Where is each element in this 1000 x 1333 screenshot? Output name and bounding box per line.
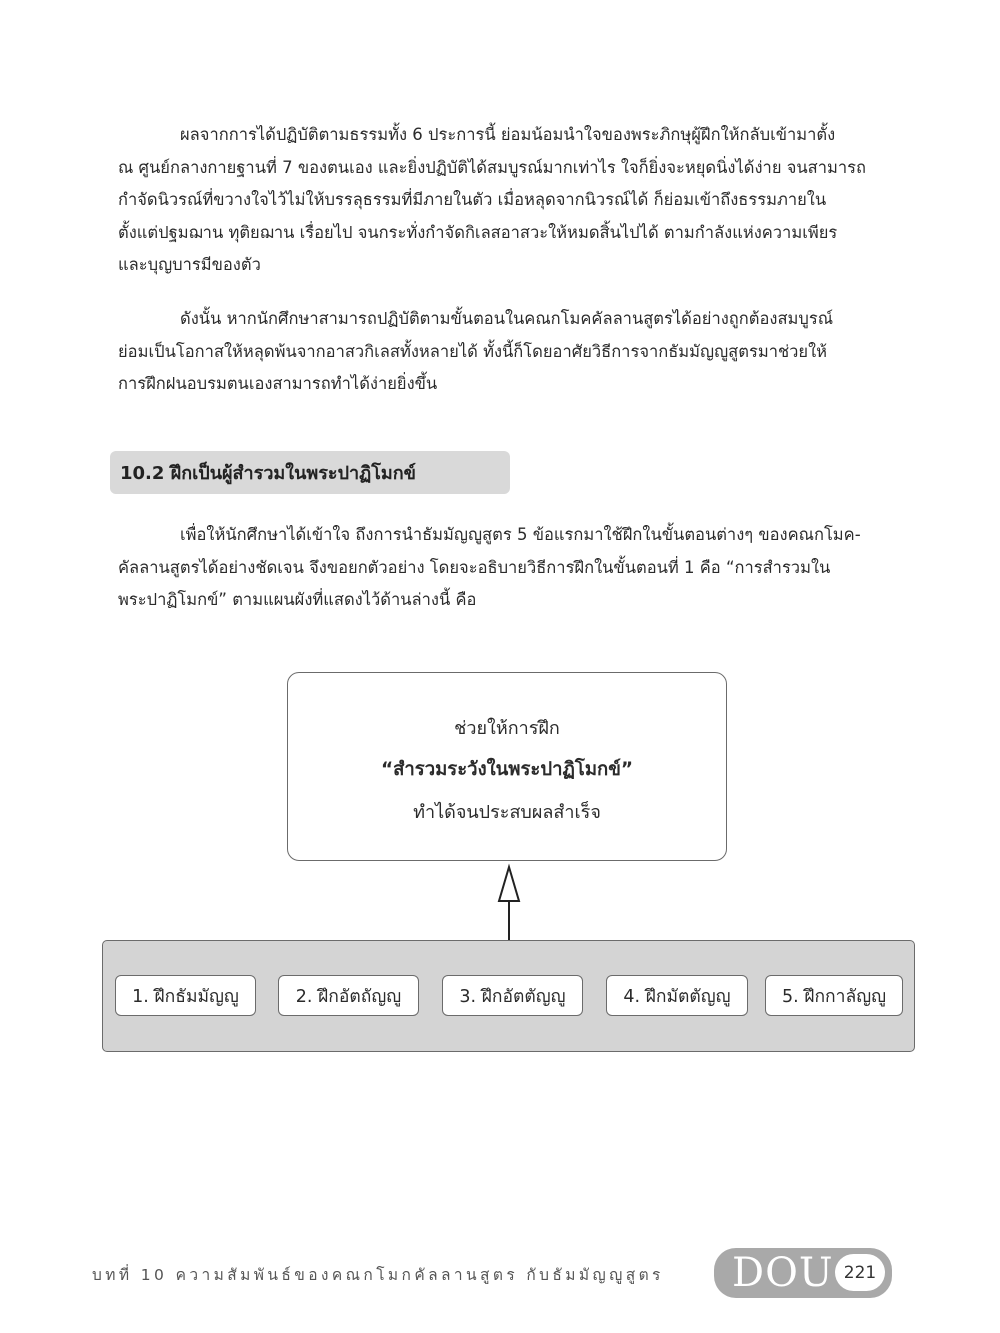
paragraph-line: ณ ศูนย์กลางกายฐานที่ 7 ของตนเอง และยิ่งปฏิบัติได้สมบูรณ์มากเท่าไร ใจก็ยิ่งจะหยุดนิ่งได้ง่าย จนสามารถ (118, 157, 867, 177)
paragraph-line: พระปาฏิโมกข์” ตามแผนผังที่แสดงไว้ด้านล่างนี้ คือ (118, 590, 477, 609)
up-arrow-icon (494, 863, 524, 943)
paragraph-line: และบุญบารมีของตัว (118, 255, 261, 274)
step-box: 5. ฝึกกาลัญญู (765, 975, 903, 1016)
step-box: 3. ฝึกอัตตัญญู (442, 975, 583, 1016)
paragraph-line: ผลจากการได้ปฏิบัติตามธรรมทั้ง 6 ประการนี้ ย่อมน้อมนำใจของพระภิกษุผู้ฝึกให้กลับเข้ามาตั้ง (180, 125, 836, 144)
paragraph-line: กำจัดนิวรณ์ที่ขวางใจไว้ไม่ให้บรรลุธรรมที่มีภายในตัว เมื่อหลุดจากนิวรณ์ได้ ก็ย่อมเข้าถึงธรรมภายใน (118, 190, 827, 209)
section-heading-text: 10.2 ฝึกเป็นผู้สำรวมในพระปาฏิโมกข์ (120, 463, 416, 484)
goal-line-2: “สำรวมระวังในพระปาฏิโมกข์” (380, 759, 634, 780)
paragraph-line: การฝึกฝนอบรมตนเองสามารถทำได้ง่ายยิ่งขึ้น (118, 374, 438, 393)
footer-badge (714, 1248, 892, 1298)
paragraph-line: คัลลานสูตรได้อย่างชัดเจน จึงขอยกตัวอย่าง โดยจะอธิบายวิธีการฝึกในขั้นตอนที่ 1 คือ “การสำรวมใน (118, 557, 831, 577)
paragraph-1 (118, 119, 896, 282)
diagram-steps-panel (102, 940, 915, 1052)
goal-line-3: ทำได้จนประสบผลสำเร็จ (413, 802, 601, 823)
paragraph-2 (118, 303, 896, 401)
paragraph-line: ดังนั้น หากนักศึกษาสามารถปฏิบัติตามขั้นตอนในคณกโมคคัลลานสูตรได้อย่างถูกต้องสมบูรณ์ (180, 309, 834, 328)
step-box: 2. ฝึกอัตถัญญู (278, 975, 419, 1016)
paragraph-line: เพื่อให้นักศึกษาได้เข้าใจ ถึงการนำธัมมัญญูสูตร 5 ข้อแรกมาใช้ฝึกในขั้นตอนต่างๆ ของคณกโมค- (180, 525, 861, 544)
diagram-goal-box (287, 672, 727, 861)
footer-chapter-title: บทที่ 10 ความสัมพันธ์ของคณกโมกคัลลานสูตร กับธัมมัญญูสูตร (92, 1266, 664, 1284)
step-box: 1. ฝึกธัมมัญญู (115, 975, 256, 1016)
dou-logo: DOU (732, 1250, 834, 1296)
paragraph-line: ตั้งแต่ปฐมฌาน ทุติยฌาน เรื่อยไป จนกระทั่งกำจัดกิเลสอาสวะให้หมดสิ้นไปได้ ตามกำลังแห่งความเพียร (118, 222, 838, 242)
goal-line-1: ช่วยให้การฝึก (454, 718, 560, 739)
paragraph-3 (118, 519, 896, 617)
section-heading (110, 451, 510, 494)
step-box: 4. ฝึกมัตตัญญู (606, 975, 748, 1016)
paragraph-line: ย่อมเป็นโอกาสให้หลุดพ้นจากอาสวกิเลสทั้งหลายได้ ทั้งนี้ก็โดยอาศัยวิธีการจากธัมมัญญูสูตรมาช่วยให้ (118, 341, 828, 361)
page-number: 221 (835, 1254, 885, 1291)
